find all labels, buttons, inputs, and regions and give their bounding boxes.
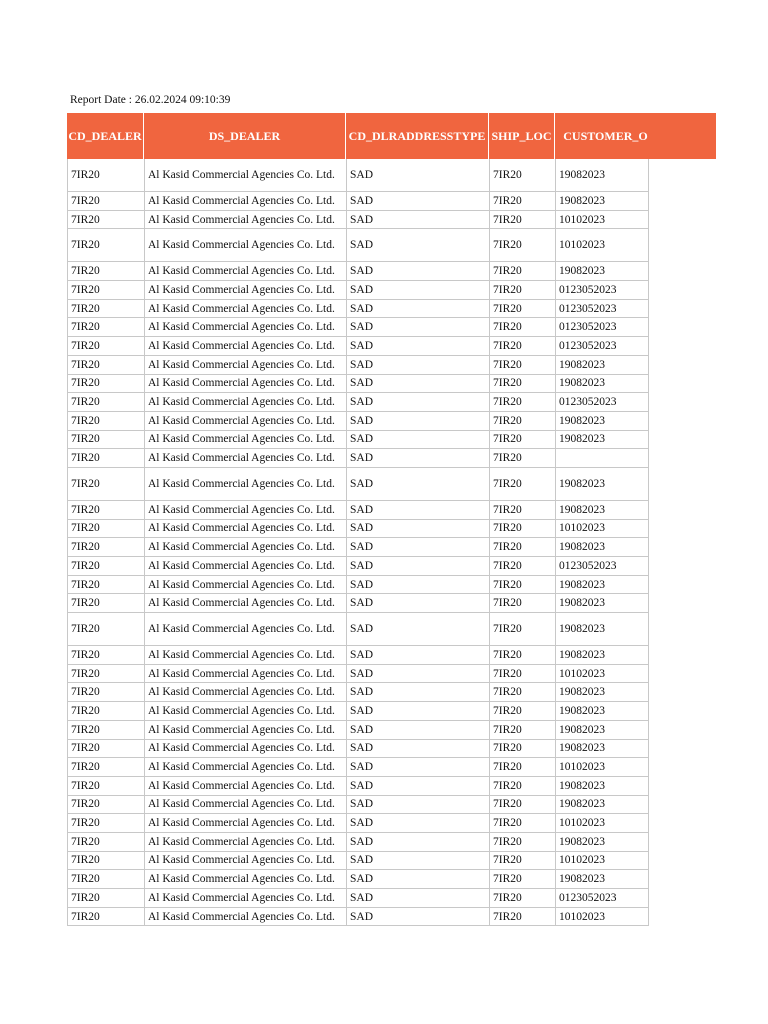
cell-address-type: SAD [346, 318, 489, 336]
cell-address-type: SAD [346, 814, 489, 832]
cell-address-type: SAD [346, 576, 489, 594]
cell-ds-dealer: Al Kasid Commercial Agencies Co. Ltd. [144, 758, 346, 776]
cell-ds-dealer: Al Kasid Commercial Agencies Co. Ltd. [144, 431, 346, 449]
cell-ds-dealer: Al Kasid Commercial Agencies Co. Ltd. [144, 702, 346, 720]
cell-cd-dealer: 7IR20 [67, 393, 144, 411]
cell-address-type: SAD [346, 646, 489, 664]
cell-ship-loc: 7IR20 [489, 852, 555, 870]
table-header [67, 113, 716, 159]
table-row [67, 740, 649, 759]
cell-customer-o: 10102023 [555, 852, 649, 870]
cell-ds-dealer: Al Kasid Commercial Agencies Co. Ltd. [144, 337, 346, 355]
table-row [67, 412, 649, 431]
table-row [67, 777, 649, 796]
cell-address-type: SAD [346, 229, 489, 261]
cell-address-type: SAD [346, 192, 489, 210]
cell-ship-loc: 7IR20 [489, 740, 555, 758]
cell-customer-o: 19082023 [555, 702, 649, 720]
cell-customer-o: 19082023 [555, 356, 649, 374]
cell-cd-dealer: 7IR20 [67, 262, 144, 280]
cell-customer-o: 19082023 [555, 431, 649, 449]
cell-address-type: SAD [346, 683, 489, 701]
cell-ds-dealer: Al Kasid Commercial Agencies Co. Ltd. [144, 211, 346, 229]
cell-ds-dealer: Al Kasid Commercial Agencies Co. Ltd. [144, 449, 346, 467]
cell-ds-dealer: Al Kasid Commercial Agencies Co. Ltd. [144, 262, 346, 280]
table-row [67, 281, 649, 300]
cell-ship-loc: 7IR20 [489, 665, 555, 683]
table-row [67, 665, 649, 684]
table-row [67, 758, 649, 777]
cell-ds-dealer: Al Kasid Commercial Agencies Co. Ltd. [144, 393, 346, 411]
cell-ship-loc: 7IR20 [489, 468, 555, 500]
column-header-cd-dlraddresstype: CD_DLRADDRESSTYPE [346, 113, 489, 159]
table-row [67, 613, 649, 646]
cell-cd-dealer: 7IR20 [67, 814, 144, 832]
cell-ds-dealer: Al Kasid Commercial Agencies Co. Ltd. [144, 300, 346, 318]
cell-ship-loc: 7IR20 [489, 683, 555, 701]
cell-address-type: SAD [346, 501, 489, 519]
cell-ds-dealer: Al Kasid Commercial Agencies Co. Ltd. [144, 889, 346, 907]
cell-cd-dealer: 7IR20 [67, 501, 144, 519]
cell-ds-dealer: Al Kasid Commercial Agencies Co. Ltd. [144, 646, 346, 664]
cell-cd-dealer: 7IR20 [67, 431, 144, 449]
cell-address-type: SAD [346, 665, 489, 683]
cell-ship-loc: 7IR20 [489, 412, 555, 430]
cell-ds-dealer: Al Kasid Commercial Agencies Co. Ltd. [144, 520, 346, 538]
cell-cd-dealer: 7IR20 [67, 665, 144, 683]
cell-customer-o: 19082023 [555, 375, 649, 393]
column-header-customer-o: CUSTOMER_O [563, 129, 648, 143]
cell-ship-loc: 7IR20 [489, 777, 555, 795]
cell-customer-o: 19082023 [555, 576, 649, 594]
cell-customer-o: 19082023 [555, 870, 649, 888]
cell-cd-dealer: 7IR20 [67, 852, 144, 870]
cell-address-type: SAD [346, 393, 489, 411]
table-row [67, 889, 649, 908]
cell-address-type: SAD [346, 159, 489, 191]
cell-cd-dealer: 7IR20 [67, 538, 144, 556]
cell-ship-loc: 7IR20 [489, 449, 555, 467]
cell-cd-dealer: 7IR20 [67, 159, 144, 191]
cell-cd-dealer: 7IR20 [67, 229, 144, 261]
cell-ship-loc: 7IR20 [489, 908, 555, 926]
cell-address-type: SAD [346, 468, 489, 500]
cell-ds-dealer: Al Kasid Commercial Agencies Co. Ltd. [144, 814, 346, 832]
cell-customer-o: 10102023 [555, 229, 649, 261]
cell-customer-o: 0123052023 [555, 889, 649, 907]
table-row [67, 229, 649, 262]
cell-address-type: SAD [346, 852, 489, 870]
cell-cd-dealer: 7IR20 [67, 557, 144, 575]
cell-ship-loc: 7IR20 [489, 646, 555, 664]
table-row [67, 337, 649, 356]
cell-cd-dealer: 7IR20 [67, 375, 144, 393]
cell-address-type: SAD [346, 520, 489, 538]
cell-cd-dealer: 7IR20 [67, 908, 144, 926]
cell-ship-loc: 7IR20 [489, 702, 555, 720]
table-row [67, 594, 649, 613]
cell-customer-o: 19082023 [555, 833, 649, 851]
cell-customer-o: 19082023 [555, 538, 649, 556]
cell-address-type: SAD [346, 557, 489, 575]
cell-address-type: SAD [346, 613, 489, 645]
table-row [67, 501, 649, 520]
table-row [67, 576, 649, 595]
cell-cd-dealer: 7IR20 [67, 833, 144, 851]
cell-ship-loc: 7IR20 [489, 431, 555, 449]
column-header-ds-dealer: DS_DEALER [144, 113, 346, 159]
cell-ds-dealer: Al Kasid Commercial Agencies Co. Ltd. [144, 908, 346, 926]
cell-customer-o: 0123052023 [555, 337, 649, 355]
cell-ship-loc: 7IR20 [489, 594, 555, 612]
cell-address-type: SAD [346, 211, 489, 229]
cell-ds-dealer: Al Kasid Commercial Agencies Co. Ltd. [144, 721, 346, 739]
cell-customer-o: 19082023 [555, 777, 649, 795]
table-row [67, 449, 649, 468]
table-row [67, 683, 649, 702]
report-date: Report Date : 26.02.2024 09:10:39 [70, 94, 231, 106]
cell-cd-dealer: 7IR20 [67, 211, 144, 229]
cell-address-type: SAD [346, 449, 489, 467]
cell-ship-loc: 7IR20 [489, 318, 555, 336]
cell-customer-o: 19082023 [555, 159, 649, 191]
table-body [67, 159, 649, 926]
cell-address-type: SAD [346, 721, 489, 739]
cell-customer-o: 10102023 [555, 758, 649, 776]
cell-ship-loc: 7IR20 [489, 393, 555, 411]
cell-cd-dealer: 7IR20 [67, 300, 144, 318]
table-row [67, 520, 649, 539]
cell-customer-o: 19082023 [555, 740, 649, 758]
cell-ship-loc: 7IR20 [489, 721, 555, 739]
cell-ship-loc: 7IR20 [489, 520, 555, 538]
cell-address-type: SAD [346, 412, 489, 430]
table-row [67, 159, 649, 192]
cell-address-type: SAD [346, 356, 489, 374]
table-row [67, 852, 649, 871]
cell-cd-dealer: 7IR20 [67, 613, 144, 645]
cell-cd-dealer: 7IR20 [67, 412, 144, 430]
cell-ship-loc: 7IR20 [489, 613, 555, 645]
cell-address-type: SAD [346, 777, 489, 795]
table-row [67, 192, 649, 211]
cell-address-type: SAD [346, 740, 489, 758]
cell-ds-dealer: Al Kasid Commercial Agencies Co. Ltd. [144, 557, 346, 575]
cell-ship-loc: 7IR20 [489, 229, 555, 261]
table-row [67, 646, 649, 665]
cell-ship-loc: 7IR20 [489, 870, 555, 888]
cell-customer-o: 19082023 [555, 646, 649, 664]
cell-address-type: SAD [346, 702, 489, 720]
cell-ds-dealer: Al Kasid Commercial Agencies Co. Ltd. [144, 229, 346, 261]
cell-address-type: SAD [346, 594, 489, 612]
cell-cd-dealer: 7IR20 [67, 740, 144, 758]
cell-ds-dealer: Al Kasid Commercial Agencies Co. Ltd. [144, 192, 346, 210]
cell-cd-dealer: 7IR20 [67, 796, 144, 814]
cell-customer-o: 10102023 [555, 908, 649, 926]
table-row [67, 375, 649, 394]
table-row [67, 538, 649, 557]
table-row [67, 431, 649, 450]
cell-ship-loc: 7IR20 [489, 356, 555, 374]
cell-customer-o: 10102023 [555, 814, 649, 832]
cell-customer-o: 19082023 [555, 613, 649, 645]
cell-address-type: SAD [346, 538, 489, 556]
cell-cd-dealer: 7IR20 [67, 337, 144, 355]
cell-cd-dealer: 7IR20 [67, 721, 144, 739]
cell-address-type: SAD [346, 758, 489, 776]
cell-cd-dealer: 7IR20 [67, 646, 144, 664]
cell-address-type: SAD [346, 281, 489, 299]
cell-ds-dealer: Al Kasid Commercial Agencies Co. Ltd. [144, 281, 346, 299]
cell-customer-o: 10102023 [555, 520, 649, 538]
table-row [67, 211, 649, 230]
cell-cd-dealer: 7IR20 [67, 702, 144, 720]
cell-cd-dealer: 7IR20 [67, 449, 144, 467]
cell-ship-loc: 7IR20 [489, 211, 555, 229]
cell-cd-dealer: 7IR20 [67, 594, 144, 612]
cell-customer-o: 19082023 [555, 594, 649, 612]
cell-address-type: SAD [346, 908, 489, 926]
cell-ds-dealer: Al Kasid Commercial Agencies Co. Ltd. [144, 870, 346, 888]
cell-ship-loc: 7IR20 [489, 159, 555, 191]
cell-ship-loc: 7IR20 [489, 281, 555, 299]
table-row [67, 468, 649, 501]
cell-customer-o: 19082023 [555, 468, 649, 500]
cell-customer-o: 19082023 [555, 262, 649, 280]
cell-ship-loc: 7IR20 [489, 814, 555, 832]
cell-ds-dealer: Al Kasid Commercial Agencies Co. Ltd. [144, 501, 346, 519]
column-header-ship-loc: SHIP_LOC [489, 113, 555, 159]
cell-ship-loc: 7IR20 [489, 262, 555, 280]
cell-cd-dealer: 7IR20 [67, 192, 144, 210]
cell-ds-dealer: Al Kasid Commercial Agencies Co. Ltd. [144, 613, 346, 645]
cell-cd-dealer: 7IR20 [67, 683, 144, 701]
table-row [67, 300, 649, 319]
cell-customer-o: 19082023 [555, 192, 649, 210]
cell-cd-dealer: 7IR20 [67, 520, 144, 538]
table-row [67, 356, 649, 375]
cell-ship-loc: 7IR20 [489, 375, 555, 393]
table-row [67, 908, 649, 927]
cell-address-type: SAD [346, 889, 489, 907]
cell-customer-o: 0123052023 [555, 393, 649, 411]
cell-ship-loc: 7IR20 [489, 337, 555, 355]
cell-address-type: SAD [346, 431, 489, 449]
cell-ship-loc: 7IR20 [489, 557, 555, 575]
cell-cd-dealer: 7IR20 [67, 576, 144, 594]
table-row [67, 833, 649, 852]
cell-customer-o: 0123052023 [555, 318, 649, 336]
cell-ds-dealer: Al Kasid Commercial Agencies Co. Ltd. [144, 375, 346, 393]
table-row [67, 796, 649, 815]
cell-cd-dealer: 7IR20 [67, 758, 144, 776]
cell-ship-loc: 7IR20 [489, 501, 555, 519]
cell-cd-dealer: 7IR20 [67, 777, 144, 795]
cell-address-type: SAD [346, 375, 489, 393]
table-row [67, 814, 649, 833]
cell-ds-dealer: Al Kasid Commercial Agencies Co. Ltd. [144, 538, 346, 556]
cell-customer-o [555, 449, 649, 467]
cell-ds-dealer: Al Kasid Commercial Agencies Co. Ltd. [144, 356, 346, 374]
cell-cd-dealer: 7IR20 [67, 318, 144, 336]
cell-ds-dealer: Al Kasid Commercial Agencies Co. Ltd. [144, 468, 346, 500]
cell-cd-dealer: 7IR20 [67, 468, 144, 500]
table-row [67, 870, 649, 889]
table-row [67, 318, 649, 337]
cell-customer-o: 0123052023 [555, 281, 649, 299]
cell-customer-o: 19082023 [555, 412, 649, 430]
cell-ds-dealer: Al Kasid Commercial Agencies Co. Ltd. [144, 740, 346, 758]
cell-cd-dealer: 7IR20 [67, 281, 144, 299]
table-row [67, 393, 649, 412]
cell-ds-dealer: Al Kasid Commercial Agencies Co. Ltd. [144, 576, 346, 594]
cell-ds-dealer: Al Kasid Commercial Agencies Co. Ltd. [144, 665, 346, 683]
table-row [67, 721, 649, 740]
cell-ds-dealer: Al Kasid Commercial Agencies Co. Ltd. [144, 852, 346, 870]
cell-ds-dealer: Al Kasid Commercial Agencies Co. Ltd. [144, 796, 346, 814]
cell-ship-loc: 7IR20 [489, 758, 555, 776]
cell-ds-dealer: Al Kasid Commercial Agencies Co. Ltd. [144, 159, 346, 191]
cell-address-type: SAD [346, 262, 489, 280]
cell-cd-dealer: 7IR20 [67, 356, 144, 374]
cell-customer-o: 19082023 [555, 683, 649, 701]
cell-ds-dealer: Al Kasid Commercial Agencies Co. Ltd. [144, 318, 346, 336]
cell-cd-dealer: 7IR20 [67, 889, 144, 907]
cell-ship-loc: 7IR20 [489, 576, 555, 594]
cell-ship-loc: 7IR20 [489, 796, 555, 814]
cell-ship-loc: 7IR20 [489, 192, 555, 210]
cell-address-type: SAD [346, 337, 489, 355]
cell-address-type: SAD [346, 833, 489, 851]
cell-address-type: SAD [346, 796, 489, 814]
table-row [67, 702, 649, 721]
cell-ship-loc: 7IR20 [489, 833, 555, 851]
cell-ds-dealer: Al Kasid Commercial Agencies Co. Ltd. [144, 412, 346, 430]
column-header-cd-dealer: CD_DEALER [67, 113, 144, 159]
cell-customer-o: 0123052023 [555, 557, 649, 575]
cell-customer-o: 19082023 [555, 721, 649, 739]
cell-ship-loc: 7IR20 [489, 300, 555, 318]
cell-customer-o: 19082023 [555, 501, 649, 519]
cell-ds-dealer: Al Kasid Commercial Agencies Co. Ltd. [144, 777, 346, 795]
cell-customer-o: 0123052023 [555, 300, 649, 318]
cell-address-type: SAD [346, 300, 489, 318]
cell-ds-dealer: Al Kasid Commercial Agencies Co. Ltd. [144, 833, 346, 851]
cell-customer-o: 19082023 [555, 796, 649, 814]
cell-ds-dealer: Al Kasid Commercial Agencies Co. Ltd. [144, 594, 346, 612]
cell-customer-o: 10102023 [555, 665, 649, 683]
table-row [67, 557, 649, 576]
cell-cd-dealer: 7IR20 [67, 870, 144, 888]
cell-ship-loc: 7IR20 [489, 889, 555, 907]
cell-ship-loc: 7IR20 [489, 538, 555, 556]
cell-ds-dealer: Al Kasid Commercial Agencies Co. Ltd. [144, 683, 346, 701]
cell-customer-o: 10102023 [555, 211, 649, 229]
table-row [67, 262, 649, 281]
cell-address-type: SAD [346, 870, 489, 888]
